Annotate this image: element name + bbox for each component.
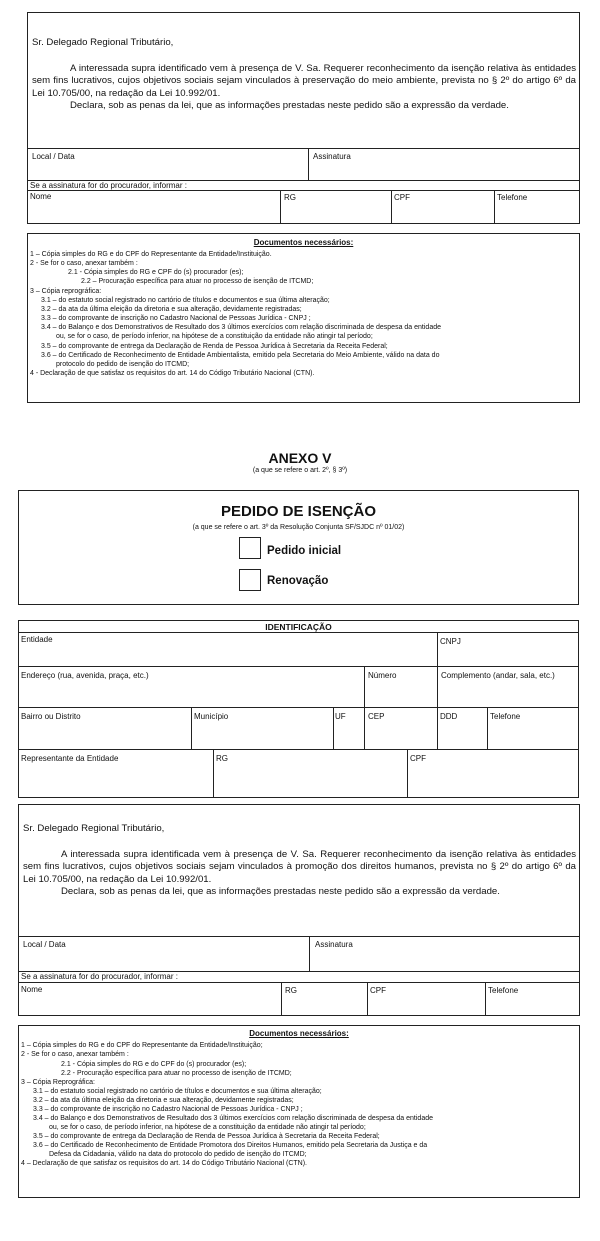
representante-cpf-field[interactable]: CPF xyxy=(410,754,426,763)
rg-field[interactable]: RG xyxy=(284,193,296,202)
bottom-request-text xyxy=(23,823,576,899)
doc-line: 2.1 - Cópia simples do RG e do CPF do (s) procurador (es); xyxy=(61,1061,247,1068)
pedido-subtitle: (a que se refere o art. 3º da Resolução Conjunta SF/SJDC nº 01/02) xyxy=(192,524,405,531)
pedido-inicial-checkbox[interactable] xyxy=(239,537,261,559)
top-documents-box xyxy=(27,233,580,403)
identificacao-title: IDENTIFICAÇÃO xyxy=(265,622,332,632)
doc-line: 3 – Cópia Reprográfica: xyxy=(21,1079,95,1086)
salutation: Sr. Delegado Regional Tributário, xyxy=(32,37,174,48)
top-request-box xyxy=(27,12,580,224)
nome-field[interactable]: Nome xyxy=(30,192,52,201)
doc-line: 3 – Cópia reprográfica: xyxy=(30,288,102,295)
telefone-field[interactable]: Telefone xyxy=(497,193,528,202)
complemento-field[interactable]: Complemento (andar, sala, etc.) xyxy=(441,671,555,680)
representante-field[interactable]: Representante da Entidade xyxy=(21,754,119,763)
annex-title: ANEXO V xyxy=(268,450,332,466)
endereco-field[interactable]: Endereço (rua, avenida, praça, etc.) xyxy=(21,671,149,680)
doc-line: 3.2 – da ata da última eleição da diretoria e sua alteração, devidamente registradas; xyxy=(41,306,302,313)
bottom-request-box xyxy=(18,804,580,1016)
declaration-paragraph: Declara, sob as penas da lei, que as informações prestadas neste pedido são a expressão da verdade. xyxy=(70,100,509,111)
doc-line: 3.2 – da ata da última eleição da diretoria e sua alteração, devidamente registradas; xyxy=(33,1097,294,1104)
identificacao-box xyxy=(18,620,579,798)
documents-title: Documentos necessários: xyxy=(253,238,354,247)
doc-line: 3.4 – do Balanço e dos Demonstrativos de Resultado dos 3 últimos exercícios com relação discriminada de despesa da entidade xyxy=(41,324,442,331)
doc-line: 2 - Se for o caso, anexar também : xyxy=(30,260,138,267)
representante-rg-field[interactable]: RG xyxy=(216,754,228,763)
ddd-field[interactable]: DDD xyxy=(440,712,458,721)
doc-line: 3.4 – do Balanço e dos Demonstrativos de Resultado dos 3 últimos exercícios com relação discriminada de despesa da entidade xyxy=(33,1115,434,1122)
doc-line: 2.1 - Cópia simples do RG e CPF do (s) procurador (es); xyxy=(68,269,244,276)
doc-line: 4 - Declaração de que satisfaz os requisitos do art. 14 do Código Tributário Nacional (CTN). xyxy=(30,370,315,377)
local-data-field[interactable]: Local / Data xyxy=(23,940,66,949)
cpf-field[interactable]: CPF xyxy=(394,193,410,202)
doc-line: 3.3 – do comprovante de inscrição no Cadastro Nacional de Pessoas Jurídica - CNPJ ; xyxy=(33,1106,303,1113)
bottom-documents-box xyxy=(18,1025,580,1198)
bairro-field[interactable]: Bairro ou Distrito xyxy=(21,712,81,721)
doc-line: ou, se for o caso, de período inferior, na hipótese de a constituição da entidade não atingir tal período; xyxy=(56,333,373,340)
assinatura-field[interactable]: Assinatura xyxy=(313,152,351,161)
doc-line: 3.6 – do Certificado de Reconhecimento de Entidade Promotora dos Direitos Humanos, emitido pela Secretaria da Justiça e da xyxy=(33,1142,428,1149)
cpf-field[interactable]: CPF xyxy=(370,986,386,995)
renovacao-checkbox[interactable] xyxy=(239,569,261,591)
doc-line: 3.5 – do comprovante de entrega da Declaração de Renda de Pessoa Jurídica à Secretaria da Receita Federal; xyxy=(41,343,388,350)
numero-field[interactable]: Número xyxy=(368,671,397,680)
doc-line: 1 – Cópia simples do RG e do CPF do Representante da Entidade/Instituição; xyxy=(21,1042,263,1049)
doc-line: protocolo do pedido de isenção do ITCMD; xyxy=(56,361,190,368)
request-paragraph: A interessada supra identificado vem à presença de V. Sa. Requerer reconhecimento da isenção relativa às entidades sem fins lucrativos, cujos objetivos sociais sejam vinculados à preservação do meio ambiente, prevista no § 2º do artigo 6º da Lei 10.705/00, na redação da Lei 10.992/01. xyxy=(32,62,576,99)
doc-line: 3.1 – do estatuto social registrado no cartório de títulos e documentos e sua última alteração; xyxy=(33,1088,322,1095)
doc-line: 2.2 – Procuração específica para atuar no processo de isenção de ITCMD; xyxy=(81,278,314,285)
cnpj-field[interactable]: CNPJ xyxy=(440,637,461,646)
municipio-field[interactable]: Município xyxy=(194,712,229,721)
cep-field[interactable]: CEP xyxy=(368,712,385,721)
doc-line: 3.3 – do comprovante de inscrição no Cadastro Nacional de Pessoas Jurídica - CNPJ ; xyxy=(41,315,311,322)
telefone-field[interactable]: Telefone xyxy=(490,712,521,721)
uf-field[interactable]: UF xyxy=(335,712,346,721)
procurador-label: Se a assinatura for do procurador, informar : xyxy=(30,181,187,190)
doc-line: 2.2 - Procuração específica para atuar no processo de isenção de ITCMD; xyxy=(61,1070,292,1077)
doc-line: ou, se for o caso, de período inferior, na hipótese de a constituição da entidade não atingir tal período; xyxy=(49,1124,366,1131)
assinatura-field[interactable]: Assinatura xyxy=(315,940,353,949)
renovacao-label: Renovação xyxy=(267,575,329,587)
doc-line: 1 – Cópia simples do RG e do CPF do Representante da Entidade/Instituição. xyxy=(30,251,272,258)
doc-line: Defesa da Cidadania, válido na data do protocolo do pedido de isenção do ITCMD; xyxy=(49,1151,307,1158)
telefone-field[interactable]: Telefone xyxy=(488,986,519,995)
annex-subtitle: (a que se refere o art. 2º, § 3º) xyxy=(252,467,348,474)
request-paragraph: A interessada supra identificada vem à presença de V. Sa. Requerer reconhecimento da isenção relativa às entidades sem fins lucrativos, cujos objetivos sociais sejam vinculados à promoção dos direitos humanos, prevista no § 2º do artigo 6º da Lei 10.705/00, na redação da Lei 10.992/01. xyxy=(23,848,576,885)
documents-title: Documentos necessários: xyxy=(249,1029,349,1038)
doc-line: 3.1 – do estatuto social registrado no cartório de títulos e documentos e sua última alteração; xyxy=(41,297,330,304)
procurador-label: Se a assinatura for do procurador, informar : xyxy=(21,972,178,981)
top-request-text xyxy=(32,37,576,113)
doc-line: 3.6 – do Certificado de Reconhecimento de Entidade Ambientalista, emitido pela Secretaria do Meio Ambiente, válido na data do xyxy=(41,352,440,359)
pedido-box xyxy=(18,490,579,605)
nome-field[interactable]: Nome xyxy=(21,985,43,994)
rg-field[interactable]: RG xyxy=(285,986,297,995)
doc-line: 3.5 – do comprovante de entrega da Declaração de Renda de Pessoa Jurídica à Secretaria da Receita Federal; xyxy=(33,1133,380,1140)
doc-line: 4 – Declaração de que satisfaz os requisitos do art. 14 do Código Tributário Nacional (CTN). xyxy=(21,1160,307,1167)
doc-line: 2 - Se for o caso, anexar também : xyxy=(21,1051,129,1058)
salutation: Sr. Delegado Regional Tributário, xyxy=(23,823,165,834)
local-data-field[interactable]: Local / Data xyxy=(32,152,75,161)
declaration-paragraph: Declara, sob as penas da lei, que as informações prestadas neste pedido são a expressão da verdade. xyxy=(61,886,500,897)
entidade-field[interactable]: Entidade xyxy=(21,635,53,644)
pedido-inicial-label: Pedido inicial xyxy=(267,545,342,557)
pedido-title: PEDIDO DE ISENÇÃO xyxy=(220,503,377,520)
